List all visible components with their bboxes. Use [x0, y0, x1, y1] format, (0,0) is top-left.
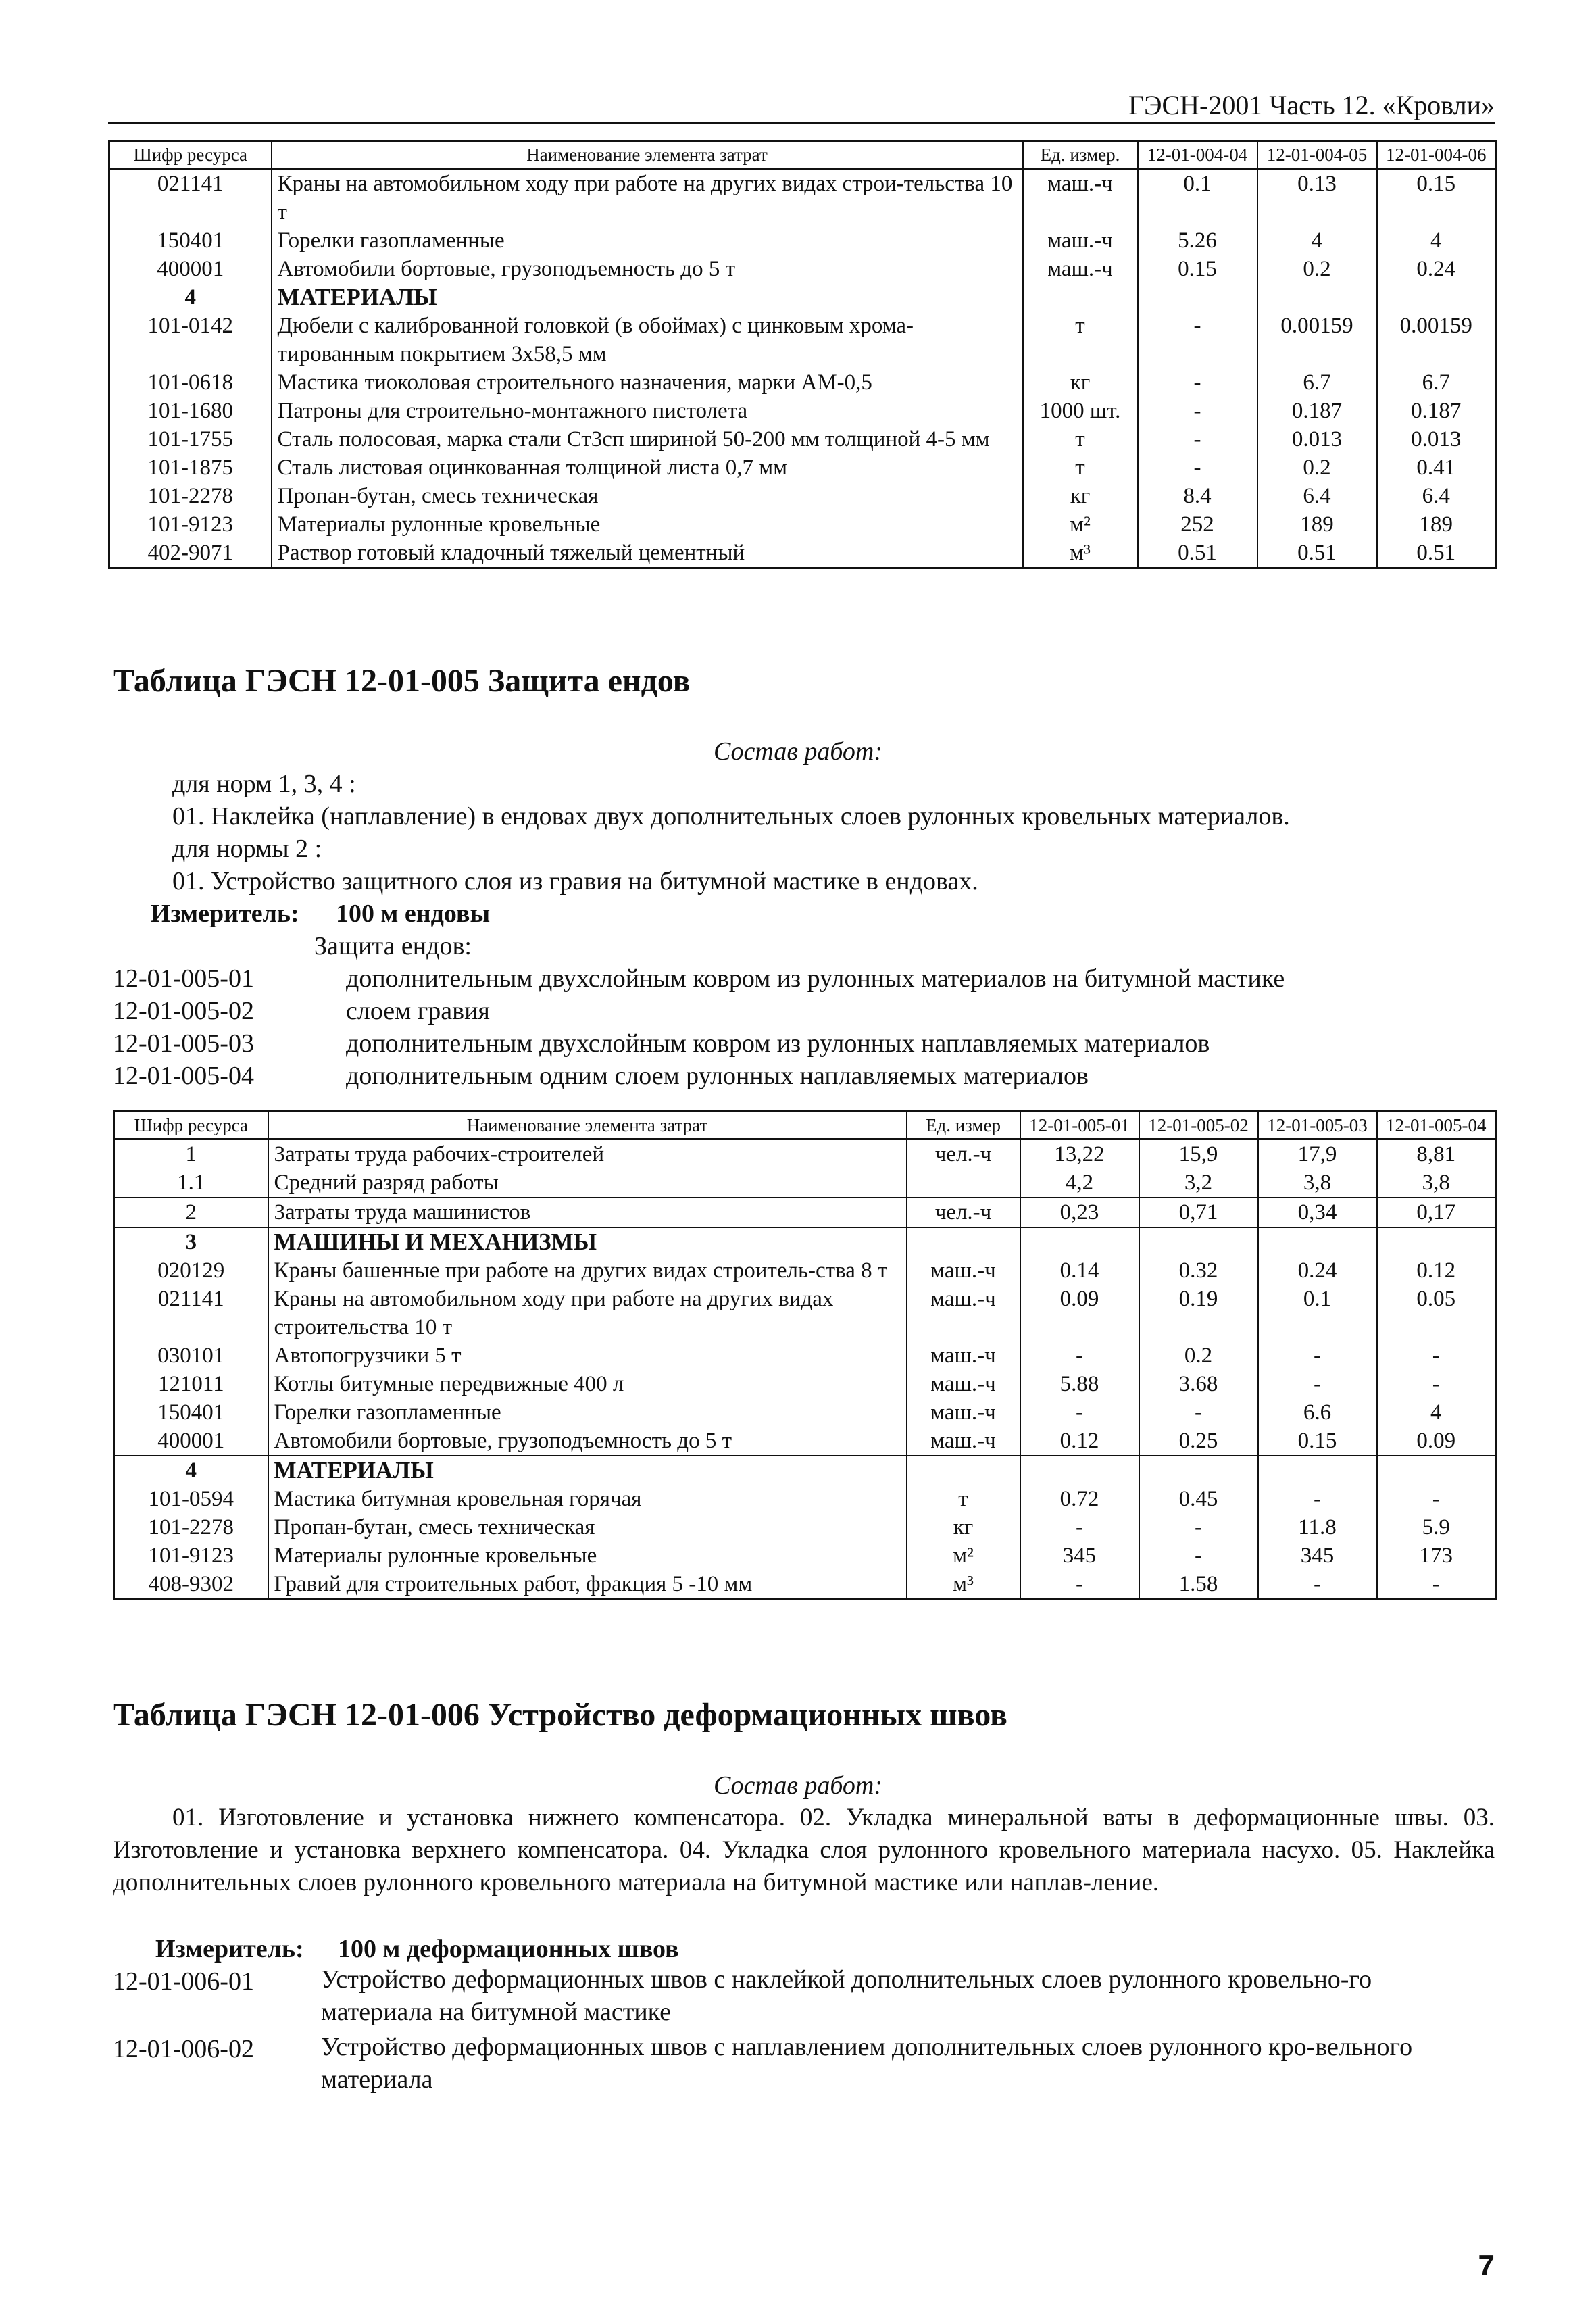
table-row	[114, 1427, 1496, 1456]
header-norm: 12-01-004-06	[1377, 141, 1496, 169]
norm-value: -	[1020, 1570, 1139, 1600]
norm-value: 0.51	[1377, 539, 1496, 568]
resource-name: Раствор готовый кладочный тяжелый цементный	[272, 539, 1023, 568]
header-name: Наименование элемента затрат	[272, 141, 1023, 169]
running-head: ГЭСН-2001 Часть 12. «Кровли»	[1128, 90, 1495, 120]
resource-unit: м²	[907, 1542, 1020, 1570]
table-header-row	[114, 1112, 1496, 1139]
resource-code: 101-0142	[109, 312, 272, 368]
resource-unit: маш.-ч	[907, 1370, 1020, 1398]
norm-value: 5.9	[1377, 1513, 1496, 1542]
norm-value: 6.4	[1257, 482, 1377, 510]
resource-code: 4	[109, 283, 272, 312]
norm-description: дополнительным одним слоем рулонных наплавляемых материалов	[346, 1062, 1089, 1090]
norm-value: 0,71	[1139, 1198, 1258, 1227]
resource-name: Затраты труда рабочих-строителей	[268, 1139, 907, 1169]
norms-subtitle: Защита ендов:	[314, 932, 472, 960]
resource-unit: кг	[1023, 368, 1138, 397]
norm-value: 6.7	[1377, 368, 1496, 397]
resource-table-005	[113, 1110, 1497, 1600]
resource-unit: чел.-ч	[907, 1198, 1020, 1227]
norm-value: 3,8	[1258, 1168, 1377, 1198]
table-row	[114, 1542, 1496, 1570]
works-composition-title: Состав работ:	[713, 737, 883, 766]
resource-name: Краны башенные при работе на других видах строитель-ства 8 т	[268, 1256, 907, 1285]
norm-value: 0.32	[1139, 1256, 1258, 1285]
resource-name: Сталь полосовая, марка стали Ст3сп шириной 50-200 мм толщиной 4-5 мм	[272, 425, 1023, 453]
norm-value: 0.14	[1020, 1256, 1139, 1285]
norm-value: -	[1020, 1341, 1139, 1370]
norm-value: -	[1139, 1398, 1258, 1427]
norm-value: 0.09	[1020, 1285, 1139, 1341]
norm-value: 0.41	[1377, 453, 1496, 482]
norm-value: 0.1	[1138, 169, 1257, 227]
norm-value	[1139, 1227, 1258, 1256]
norm-value: 0.12	[1020, 1427, 1139, 1456]
header-norm: 12-01-005-04	[1377, 1112, 1496, 1139]
norm-value	[1258, 1456, 1377, 1485]
norm-value: 0.00159	[1257, 312, 1377, 368]
norm-value: -	[1258, 1370, 1377, 1398]
norm-value: 0.00159	[1377, 312, 1496, 368]
header-norm: 12-01-004-04	[1138, 141, 1257, 169]
norm-value: -	[1138, 425, 1257, 453]
table-row	[114, 1139, 1496, 1169]
table-row	[109, 453, 1496, 482]
header-norm: 12-01-005-03	[1258, 1112, 1377, 1139]
resource-code: 101-0618	[109, 368, 272, 397]
table-row	[114, 1341, 1496, 1370]
resource-code: 150401	[114, 1398, 268, 1427]
norm-value: 0.187	[1377, 397, 1496, 425]
norm-value: 0.05	[1377, 1285, 1496, 1341]
norm-value: 0.51	[1138, 539, 1257, 568]
section-row	[114, 1227, 1496, 1256]
table-row	[109, 397, 1496, 425]
resource-name: Гравий для строительных работ, фракция 5 -10 мм	[268, 1570, 907, 1600]
resource-name: Горелки газопламенные	[268, 1398, 907, 1427]
resource-code: 1.1	[114, 1168, 268, 1198]
resource-code: 101-9123	[114, 1542, 268, 1570]
header-rule	[108, 122, 1495, 124]
resource-unit: маш.-ч	[907, 1256, 1020, 1285]
norm-value: 0.12	[1377, 1256, 1496, 1285]
norm-value: -	[1258, 1570, 1377, 1600]
table-title-005: Таблица ГЭСН 12-01-005 Защита ендов	[113, 663, 691, 699]
norm-value: -	[1377, 1485, 1496, 1513]
resource-name: Автопогрузчики 5 т	[268, 1341, 907, 1370]
resource-name: Пропан-бутан, смесь техническая	[272, 482, 1023, 510]
norm-code: 12-01-005-01	[113, 964, 254, 993]
table-row	[109, 482, 1496, 510]
resource-code: 400001	[114, 1427, 268, 1456]
resource-code: 101-1875	[109, 453, 272, 482]
table-row	[114, 1370, 1496, 1398]
resource-unit: т	[1023, 425, 1138, 453]
resource-name: Автомобили бортовые, грузоподъемность до 5 т	[268, 1427, 907, 1456]
section-row	[109, 283, 1496, 312]
norm-value: 3.68	[1139, 1370, 1258, 1398]
table-row	[109, 425, 1496, 453]
resource-unit: маш.-ч	[1023, 169, 1138, 227]
header-unit: Ед. измер.	[1023, 141, 1138, 169]
norm-value: 0.13	[1257, 169, 1377, 227]
resource-name: Мастика битумная кровельная горячая	[268, 1485, 907, 1513]
norm-value: 5.26	[1138, 226, 1257, 255]
resource-code: 2	[114, 1198, 268, 1227]
norm-value: -	[1138, 453, 1257, 482]
table-row	[114, 1168, 1496, 1198]
resource-unit: 1000 шт.	[1023, 397, 1138, 425]
resource-unit: маш.-ч	[907, 1341, 1020, 1370]
resource-name: МАТЕРИАЛЫ	[268, 1456, 907, 1485]
table-row	[114, 1513, 1496, 1542]
norm-value: 0.51	[1257, 539, 1377, 568]
norm-code: 12-01-006-02	[113, 2035, 254, 2063]
norm-value: -	[1377, 1341, 1496, 1370]
norm-value: 0.45	[1139, 1485, 1258, 1513]
resource-code: 4	[114, 1456, 268, 1485]
resource-code: 101-9123	[109, 510, 272, 539]
resource-name: Горелки газопламенные	[272, 226, 1023, 255]
norm-value: 4	[1257, 226, 1377, 255]
norm-code: 12-01-005-04	[113, 1062, 254, 1090]
resource-unit: кг	[1023, 482, 1138, 510]
resource-code: 150401	[109, 226, 272, 255]
resource-code: 1	[114, 1139, 268, 1169]
table-row	[114, 1398, 1496, 1427]
norm-description: слоем гравия	[346, 997, 490, 1025]
norm-value: -	[1138, 312, 1257, 368]
table-row	[109, 226, 1496, 255]
resource-name: Средний разряд работы	[268, 1168, 907, 1198]
norm-value: -	[1377, 1370, 1496, 1398]
norm-value: 0.013	[1257, 425, 1377, 453]
resource-name: Автомобили бортовые, грузоподъемность до 5 т	[272, 255, 1023, 283]
norm-value: 6.7	[1257, 368, 1377, 397]
norm-description: Устройство деформационных швов с наплавлением дополнительных слоев рулонного кро-вельного материала	[321, 2033, 1413, 2094]
resource-unit: маш.-ч	[1023, 255, 1138, 283]
norm-value: 1.58	[1139, 1570, 1258, 1600]
norm-description: дополнительным двухслойным ковром из рулонных материалов на битумной мастике	[346, 964, 1285, 993]
resource-unit	[907, 1227, 1020, 1256]
header-unit: Ед. измер	[907, 1112, 1020, 1139]
norm-value: 0.24	[1377, 255, 1496, 283]
norm-value	[1020, 1456, 1139, 1485]
resource-code: 021141	[109, 169, 272, 227]
resource-name: Патроны для строительно-монтажного пистолета	[272, 397, 1023, 425]
norm-value: 189	[1377, 510, 1496, 539]
resource-unit: м³	[1023, 539, 1138, 568]
norms-group-label: для норм 1, 3, 4 :	[172, 770, 356, 798]
norm-value: 345	[1258, 1542, 1377, 1570]
table-row	[114, 1285, 1496, 1341]
norm-value: 13,22	[1020, 1139, 1139, 1169]
norm-value: 15,9	[1139, 1139, 1258, 1169]
table-row	[114, 1256, 1496, 1285]
resource-unit: т	[1023, 312, 1138, 368]
resource-code: 101-1755	[109, 425, 272, 453]
table-row	[109, 510, 1496, 539]
norm-value: -	[1139, 1513, 1258, 1542]
resource-unit: маш.-ч	[907, 1285, 1020, 1341]
resource-unit: м³	[907, 1570, 1020, 1600]
norm-value: 0.013	[1377, 425, 1496, 453]
works-composition-title: Состав работ:	[713, 1771, 883, 1800]
norm-value	[1377, 1456, 1496, 1485]
meter-label: Измеритель:	[155, 1935, 304, 1963]
norm-description: Устройство деформационных швов с наклейкой дополнительных слоев рулонного кровельно-го материала на битумной мастике	[321, 1965, 1372, 2026]
resource-unit: маш.-ч	[1023, 226, 1138, 255]
resource-unit: маш.-ч	[907, 1398, 1020, 1427]
norm-value: 8.4	[1138, 482, 1257, 510]
resource-name: Материалы рулонные кровельные	[272, 510, 1023, 539]
norm-value	[1020, 1227, 1139, 1256]
norm-value: -	[1139, 1542, 1258, 1570]
table-row	[109, 169, 1496, 227]
norm-value: 0.2	[1257, 255, 1377, 283]
norms-group-label: для нормы 2 :	[172, 835, 322, 863]
norm-value: 0.25	[1139, 1427, 1258, 1456]
norm-value: 0.2	[1257, 453, 1377, 482]
norm-value: -	[1020, 1398, 1139, 1427]
resource-name: МАТЕРИАЛЫ	[272, 283, 1023, 312]
norm-value: 0.19	[1139, 1285, 1258, 1341]
resource-name: Материалы рулонные кровельные	[268, 1542, 907, 1570]
table-row	[109, 539, 1496, 568]
resource-unit	[907, 1168, 1020, 1198]
norm-value: 11.8	[1258, 1513, 1377, 1542]
resource-code: 101-2278	[114, 1513, 268, 1542]
resource-table-004	[108, 140, 1497, 569]
norm-value: -	[1258, 1485, 1377, 1513]
table-title-006: Таблица ГЭСН 12-01-006 Устройство деформационных швов	[113, 1697, 1007, 1733]
norm-value: 0.72	[1020, 1485, 1139, 1513]
resource-name: Затраты труда машинистов	[268, 1198, 907, 1227]
resource-unit: кг	[907, 1513, 1020, 1542]
norm-value: 3,8	[1377, 1168, 1496, 1198]
resource-code: 402-9071	[109, 539, 272, 568]
resource-unit: т	[907, 1485, 1020, 1513]
norm-value: 345	[1020, 1542, 1139, 1570]
works-composition-text: 01. Изготовление и установка нижнего компенсатора. 02. Укладка минеральной ваты в деформационные швы. 03. Изготовление и установка верхнего компенсатора. 04. Укладка слоя рулонного кровельного материала насухо. 05. Наклейка дополнительных слоев рулонного кровельного материала на битумной мастике или наплав-ление.	[113, 1804, 1495, 1896]
resource-unit: т	[1023, 453, 1138, 482]
norm-value: 173	[1377, 1542, 1496, 1570]
norm-value: 8,81	[1377, 1139, 1496, 1169]
norm-code: 12-01-006-01	[113, 1967, 254, 1996]
table-row	[109, 368, 1496, 397]
norm-value: 6.6	[1258, 1398, 1377, 1427]
work-item: 01. Наклейка (наплавление) в ендовах двух дополнительных слоев рулонных кровельных материалов.	[172, 802, 1290, 831]
resource-code: 400001	[109, 255, 272, 283]
header-norm: 12-01-004-05	[1257, 141, 1377, 169]
resource-code: 101-0594	[114, 1485, 268, 1513]
table-row	[114, 1198, 1496, 1227]
norm-value: -	[1138, 397, 1257, 425]
resource-unit	[1023, 283, 1138, 312]
table-row	[114, 1570, 1496, 1600]
norm-value: 0.15	[1258, 1427, 1377, 1456]
norm-value: 0,23	[1020, 1198, 1139, 1227]
resource-name: Сталь листовая оцинкованная толщиной листа 0,7 мм	[272, 453, 1023, 482]
header-norm: 12-01-005-02	[1139, 1112, 1258, 1139]
header-norm: 12-01-005-01	[1020, 1112, 1139, 1139]
resource-unit	[907, 1456, 1020, 1485]
resource-code: 030101	[114, 1341, 268, 1370]
norm-code: 12-01-005-03	[113, 1029, 254, 1058]
norm-value	[1257, 283, 1377, 312]
norm-value: 3,2	[1139, 1168, 1258, 1198]
header-name: Наименование элемента затрат	[268, 1112, 907, 1139]
resource-unit: м²	[1023, 510, 1138, 539]
header-code: Шифр ресурса	[109, 141, 272, 169]
norm-value: 252	[1138, 510, 1257, 539]
norm-code: 12-01-005-02	[113, 997, 254, 1025]
resource-unit: маш.-ч	[907, 1427, 1020, 1456]
norm-value	[1377, 1227, 1496, 1256]
resource-name: Пропан-бутан, смесь техническая	[268, 1513, 907, 1542]
norm-value: 0,17	[1377, 1198, 1496, 1227]
norm-value: 0.24	[1258, 1256, 1377, 1285]
norm-value: -	[1138, 368, 1257, 397]
norm-value: 4	[1377, 1398, 1496, 1427]
resource-name: Мастика тиоколовая строительного назначения, марки АМ-0,5	[272, 368, 1023, 397]
resource-name: Дюбели с калиброванной головкой (в обоймах) с цинковым хрома-тированным покрытием 3х58,5 мм	[272, 312, 1023, 368]
meter-value: 100 м деформационных швов	[338, 1935, 679, 1963]
norm-value: 0.15	[1377, 169, 1496, 227]
resource-name: Краны на автомобильном ходу при работе на других видах строительства 10 т	[268, 1285, 907, 1341]
norm-value: 0.09	[1377, 1427, 1496, 1456]
table-row	[114, 1485, 1496, 1513]
meter-label: Измеритель:	[151, 900, 299, 928]
norm-description: дополнительным двухслойным ковром из рулонных наплавляемых материалов	[346, 1029, 1210, 1058]
norm-value	[1258, 1227, 1377, 1256]
norm-value	[1138, 283, 1257, 312]
norm-value: 0.2	[1139, 1341, 1258, 1370]
norm-value: -	[1377, 1570, 1496, 1600]
table-row	[109, 312, 1496, 368]
work-item: 01. Устройство защитного слоя из гравия на битумной мастике в ендовах.	[172, 867, 978, 895]
resource-name: Котлы битумные передвижные 400 л	[268, 1370, 907, 1398]
table-row	[109, 255, 1496, 283]
norm-value: 0.15	[1138, 255, 1257, 283]
norm-value	[1377, 283, 1496, 312]
norm-value: 0.1	[1258, 1285, 1377, 1341]
resource-code: 020129	[114, 1256, 268, 1285]
resource-code: 021141	[114, 1285, 268, 1341]
section-row	[114, 1456, 1496, 1485]
resource-code: 101-2278	[109, 482, 272, 510]
norm-value: 17,9	[1258, 1139, 1377, 1169]
resource-code: 121011	[114, 1370, 268, 1398]
norm-value: 0.187	[1257, 397, 1377, 425]
norm-value: -	[1020, 1513, 1139, 1542]
resource-unit: чел.-ч	[907, 1139, 1020, 1169]
resource-code: 101-1680	[109, 397, 272, 425]
norm-value: 4,2	[1020, 1168, 1139, 1198]
resource-name: МАШИНЫ И МЕХАНИЗМЫ	[268, 1227, 907, 1256]
norm-value: -	[1258, 1341, 1377, 1370]
norm-value: 0,34	[1258, 1198, 1377, 1227]
table-header-row	[109, 141, 1496, 169]
page-number: 7	[1478, 2249, 1495, 2282]
header-code: Шифр ресурса	[114, 1112, 268, 1139]
resource-code: 408-9302	[114, 1570, 268, 1600]
norm-value: 5.88	[1020, 1370, 1139, 1398]
resource-code: 3	[114, 1227, 268, 1256]
norm-value	[1139, 1456, 1258, 1485]
norm-value: 6.4	[1377, 482, 1496, 510]
norm-value: 4	[1377, 226, 1496, 255]
meter-value: 100 м ендовы	[336, 900, 491, 928]
resource-name: Краны на автомобильном ходу при работе на других видах строи-тельства 10 т	[272, 169, 1023, 227]
norm-value: 189	[1257, 510, 1377, 539]
